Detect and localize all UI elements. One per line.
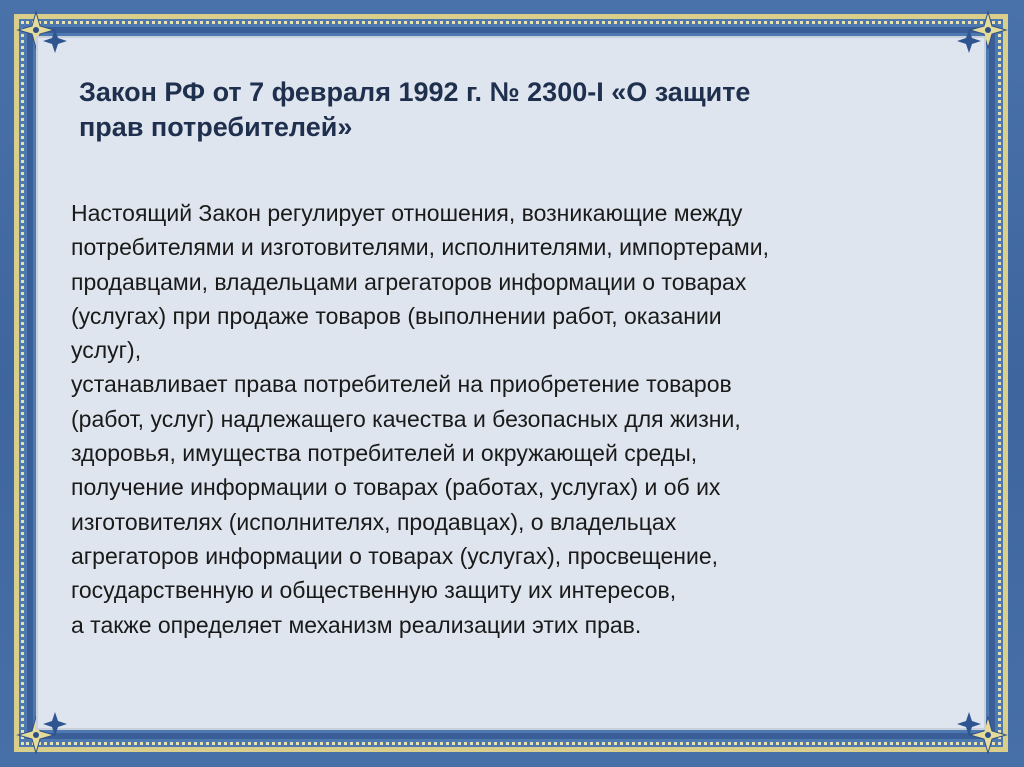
body-line: агрегаторов информации о товарах (услугах), просвещение,	[71, 542, 718, 569]
body-line: получение информации о товарах (работах, услугах) и об их	[71, 474, 721, 501]
star-ornament-icon	[956, 28, 982, 54]
body-line: государственную и общественную защиту их интересов,	[71, 577, 677, 604]
star-ornament-icon	[42, 711, 68, 737]
body-line: (услугах) при продаже товаров (выполнении работ, оказании	[71, 302, 722, 329]
body-line: здоровья, имущества потребителей и окружающей среды,	[71, 440, 698, 467]
body-line: Настоящий Закон регулирует отношения, возникающие между	[71, 200, 743, 226]
slide-title-line: прав потребителей»	[79, 112, 353, 142]
body-line: потребителями и изготовителями, исполнителями, импортерами,	[71, 234, 769, 261]
slide-body-text	[71, 196, 951, 642]
body-line: а также определяет механизм реализации этих прав.	[71, 611, 642, 638]
slide-title	[79, 75, 959, 145]
body-line: (работ, услуг) надлежащего качества и безопасных для жизни,	[71, 405, 741, 432]
body-line: изготовителях (исполнителях, продавцах), о владельцах	[71, 508, 677, 535]
body-line: устанавливает права потребителей на приобретение товаров	[71, 371, 732, 398]
slide-title-line: Закон РФ от 7 февраля 1992 г. № 2300-I «О защите	[79, 77, 751, 107]
star-ornament-icon	[956, 711, 982, 737]
body-line: услуг),	[71, 337, 142, 364]
body-line: продавцами, владельцами агрегаторов информации о товарах	[71, 268, 747, 295]
star-ornament-icon	[42, 28, 68, 54]
